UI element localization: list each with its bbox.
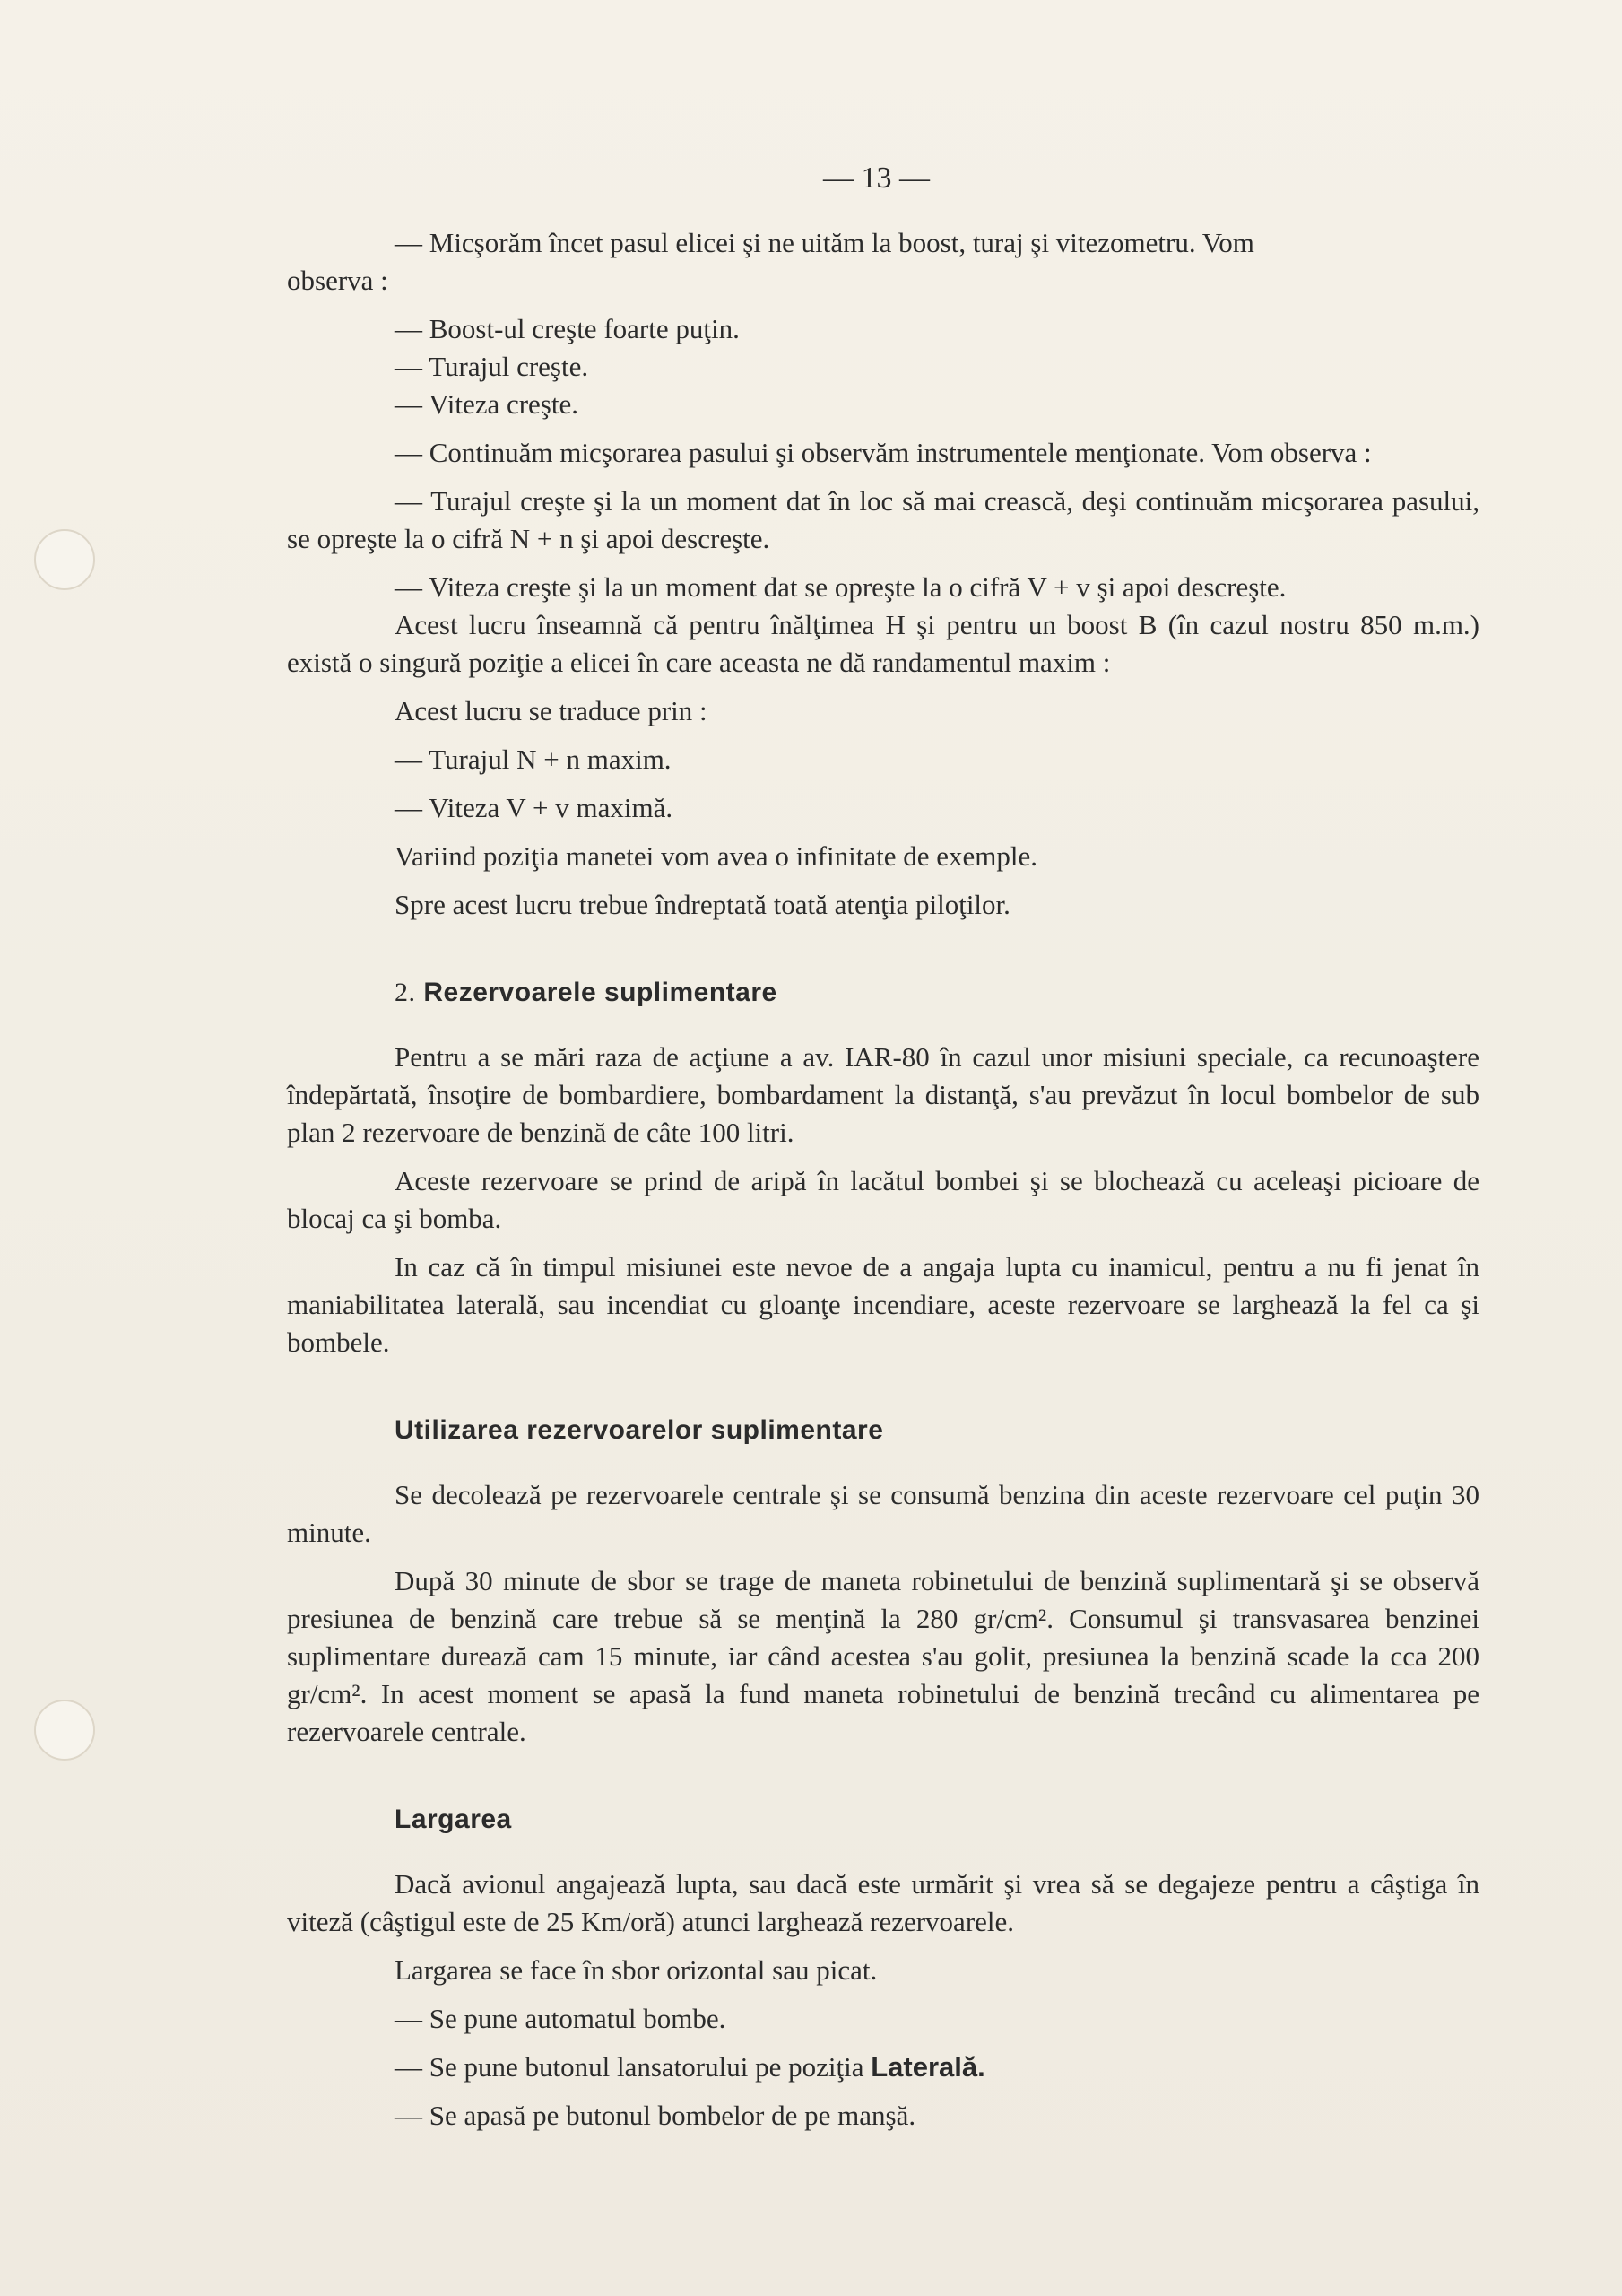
list-item-buton	[287, 2048, 1479, 2086]
list-item-boost: — Boost-ul creşte foarte puţin.	[395, 313, 740, 344]
paragraph-decolare: Se decolează pe rezervoarele centrale şi se consumă benzina din aceste rezervoare cel puţin 30 minute.	[287, 1479, 1479, 1548]
list-item-viteza: — Viteza creşte.	[395, 388, 578, 420]
list-item-turaj: — Turajul creşte.	[395, 351, 589, 382]
paragraph-viteza-detail: — Viteza creşte şi la un moment dat se opreşte la o cifră V + v şi apoi descreşte.	[395, 571, 1287, 603]
punch-hole-top	[34, 529, 95, 590]
paragraph-spre: Spre acest lucru trebue îndreptată toată atenţia piloţilor.	[395, 889, 1010, 920]
punch-hole-bottom	[34, 1700, 95, 1761]
paragraph-presiune: După 30 minute de sbor se trage de maneta robinetului de benzină suplimentară şi se observă presiunea de benzină care trebue să se menţină la 280 gr/cm². Consumul şi transvasarea benzinei suplimentare durează cam 15 minute, iar când acestea s'au golit, presiunea la benzină scade la cca 200 gr/cm². In acest moment se apasă la fund maneta robinetului de benzină trecând cu alimentarea pe rezervoarele centrale.	[287, 1565, 1479, 1747]
page-content	[287, 224, 1479, 2135]
paragraph-intro: — Micşorăm încet pasul elicei şi ne uităm la boost, turaj şi vitezometru. Vom	[395, 227, 1254, 258]
list-item-buton-text: — Se pune butonul lansatorului pe poziţia	[395, 2051, 872, 2083]
list-item-apasa: — Se apasă pe butonul bombelor de pe manşă.	[395, 2100, 916, 2131]
paragraph-sbor: Largarea se face în sbor orizontal sau picat.	[395, 1954, 878, 1986]
section-heading-rezervoare	[287, 974, 1479, 1012]
paragraph-translation: Acest lucru se traduce prin :	[395, 695, 707, 726]
list-item-viteza-max: — Viteza V + v maximă.	[395, 792, 673, 823]
paragraph-prindere: Aceste rezervoare se prind de aripă în lacătul bombei şi se blochează cu aceleaşi picioare de blocaj ca şi bomba.	[287, 1165, 1479, 1234]
section-heading-largarea: Largarea	[395, 1805, 512, 1834]
section-number: 2.	[395, 978, 416, 1007]
paragraph-lupta: In caz că în timpul misiunei este nevoe de a angaja lupta cu inamicul, pentru a nu fi jenat în maniabilitatea laterală, sau incendiat cu gloanţe incendiare, aceste rezervoare se larghează la fel ca şi bombele.	[287, 1251, 1479, 1358]
paragraph-angajare: Dacă avionul angajează lupta, sau dacă este urmărit şi vrea să se degajeze pentru a câştiga în viteză (câştigul este de 25 Km/oră) atunci larghează rezervoarele.	[287, 1868, 1479, 1937]
list-item-automat: — Se pune automatul bombe.	[395, 2003, 726, 2034]
page-number: — 13 —	[823, 161, 930, 195]
paragraph-continue: — Continuăm micşorarea pasului şi observăm instrumentele menţionate. Vom observa :	[395, 437, 1372, 468]
paragraph-variind: Variind poziţia manetei vom avea o infinitate de exemple.	[395, 840, 1038, 872]
paragraph-meaning: Acest lucru înseamnă că pentru înălţimea H şi pentru un boost B (în cazul nostru 850 m.m.) există o singură poziţie a elicei în care aceasta ne dă randamentul maxim :	[287, 609, 1479, 678]
section-heading-utilizarea: Utilizarea rezervoarelor suplimentare	[395, 1415, 884, 1445]
list-item-turaj-max: — Turajul N + n maxim.	[395, 744, 672, 775]
paragraph-turaj-detail: — Turajul creşte şi la un moment dat în loc să mai crească, deşi continuăm micşorarea pasului, se opreşte la o cifră N + n şi apoi descreşte.	[287, 485, 1479, 554]
list-item-buton-bold: Laterală.	[871, 2051, 985, 2083]
section-title: Rezervoarele suplimentare	[423, 978, 777, 1007]
paragraph-intro-cont: observa :	[287, 265, 388, 296]
paragraph-raza: Pentru a se mări raza de acţiune a av. IAR-80 în cazul unor misiuni speciale, ca recunoaştere îndepărtată, însoţire de bombardiere, bombardament la distanţă, s'au prevăzut în locul bombelor de sub plan 2 rezervoare de benzină de câte 100 litri.	[287, 1041, 1479, 1148]
